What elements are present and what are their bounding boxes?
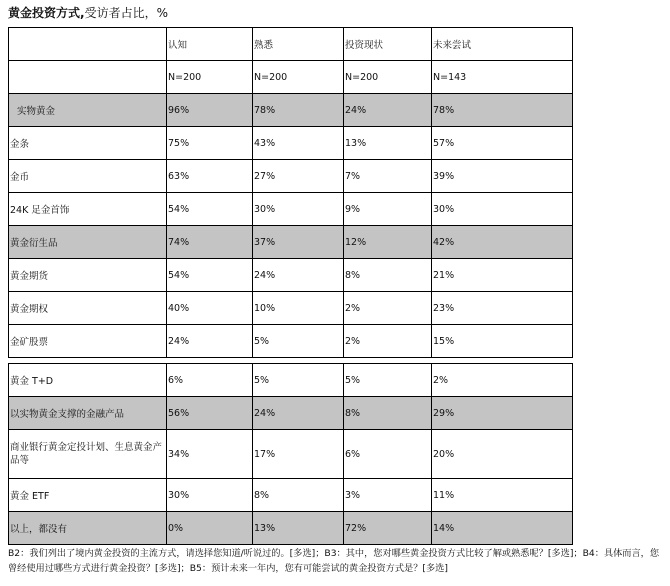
value-cell: 3%: [344, 479, 432, 512]
row-label: 黄金 ETF: [9, 479, 167, 512]
table-row-physical-gold: [9, 94, 573, 127]
table-row: [9, 292, 573, 325]
sample-empty-cell: [9, 61, 167, 94]
table-row: [9, 127, 573, 160]
value-cell: 40%: [167, 292, 253, 325]
col-header-future-trial: 未来尝试: [432, 28, 573, 61]
value-cell: 78%: [432, 94, 573, 127]
sample-size-cell: N=200: [167, 61, 253, 94]
sample-size-cell: N=200: [253, 61, 344, 94]
value-cell: 15%: [432, 325, 573, 358]
value-cell: 74%: [167, 226, 253, 259]
table-row: [9, 430, 573, 479]
value-cell: 63%: [167, 160, 253, 193]
value-cell: 0%: [167, 512, 253, 545]
value-cell: 6%: [167, 364, 253, 397]
value-cell: 57%: [432, 127, 573, 160]
table-row: [9, 160, 573, 193]
row-label: 商业银行黄金定投计划、生息黄金产品等: [9, 430, 167, 479]
table-row: [9, 479, 573, 512]
value-cell: 2%: [344, 325, 432, 358]
value-cell: 14%: [432, 512, 573, 545]
table-row-gold-derivatives: [9, 226, 573, 259]
value-cell: 2%: [344, 292, 432, 325]
row-label: 24K 足金首饰: [9, 193, 167, 226]
table-row: [9, 364, 573, 397]
header-row: [9, 28, 573, 61]
row-label: 黄金衍生品: [9, 226, 167, 259]
value-cell: 8%: [344, 397, 432, 430]
value-cell: 96%: [167, 94, 253, 127]
table-row: [9, 193, 573, 226]
row-label: 实物黄金: [9, 94, 167, 127]
value-cell: 27%: [253, 160, 344, 193]
col-header-familiarity: 熟悉: [253, 28, 344, 61]
row-label: 金矿股票: [9, 325, 167, 358]
value-cell: 20%: [432, 430, 573, 479]
value-cell: 7%: [344, 160, 432, 193]
row-label: 黄金期权: [9, 292, 167, 325]
row-label: 以实物黄金支撑的金融产品: [9, 397, 167, 430]
sample-size-cell: N=200: [344, 61, 432, 94]
page-title: [8, 4, 168, 22]
value-cell: 8%: [344, 259, 432, 292]
header-empty-cell: [9, 28, 167, 61]
value-cell: 54%: [167, 259, 253, 292]
value-cell: 56%: [167, 397, 253, 430]
table-row-physical-backed-products: [9, 397, 573, 430]
value-cell: 30%: [432, 193, 573, 226]
footnote-text: B2：我们列出了境内黄金投资的主流方式，请选择您知道/听说过的。[多选]；B3：其中，您对哪些黄金投资方式比较了解或熟悉呢？[多选]；B4：具体而言，您曾经使用过哪些方式进行黄金投资？[多选]；B5：预计未来一年内，您有可能尝试的黄金投资方式是？[多选]: [8, 548, 660, 574]
title-rest: 受访者占比，%: [84, 6, 168, 20]
table-row: [9, 325, 573, 358]
value-cell: 24%: [344, 94, 432, 127]
value-cell: 21%: [432, 259, 573, 292]
value-cell: 42%: [432, 226, 573, 259]
table-row-none-of-above: [9, 512, 573, 545]
value-cell: 24%: [253, 259, 344, 292]
value-cell: 24%: [167, 325, 253, 358]
footnote: [8, 546, 663, 576]
value-cell: 5%: [344, 364, 432, 397]
value-cell: 6%: [344, 430, 432, 479]
value-cell: 5%: [253, 325, 344, 358]
gold-investment-table: [8, 27, 573, 545]
value-cell: 37%: [253, 226, 344, 259]
row-label: 以上，都没有: [9, 512, 167, 545]
value-cell: 17%: [253, 430, 344, 479]
value-cell: 30%: [253, 193, 344, 226]
value-cell: 11%: [432, 479, 573, 512]
value-cell: 10%: [253, 292, 344, 325]
value-cell: 12%: [344, 226, 432, 259]
sample-size-cell: N=143: [432, 61, 573, 94]
col-header-current-investment: 投资现状: [344, 28, 432, 61]
value-cell: 72%: [344, 512, 432, 545]
col-header-awareness: 认知: [167, 28, 253, 61]
value-cell: 2%: [432, 364, 573, 397]
table-row: [9, 259, 573, 292]
value-cell: 23%: [432, 292, 573, 325]
value-cell: 24%: [253, 397, 344, 430]
value-cell: 13%: [253, 512, 344, 545]
title-bold: 黄金投资方式,: [8, 6, 85, 20]
value-cell: 34%: [167, 430, 253, 479]
value-cell: 39%: [432, 160, 573, 193]
value-cell: 9%: [344, 193, 432, 226]
sample-size-row: [9, 61, 573, 94]
value-cell: 8%: [253, 479, 344, 512]
row-label: 金条: [9, 127, 167, 160]
value-cell: 54%: [167, 193, 253, 226]
value-cell: 78%: [253, 94, 344, 127]
value-cell: 13%: [344, 127, 432, 160]
value-cell: 43%: [253, 127, 344, 160]
row-label: 黄金 T+D: [9, 364, 167, 397]
value-cell: 30%: [167, 479, 253, 512]
value-cell: 29%: [432, 397, 573, 430]
row-label: 金币: [9, 160, 167, 193]
row-label: 黄金期货: [9, 259, 167, 292]
value-cell: 75%: [167, 127, 253, 160]
value-cell: 5%: [253, 364, 344, 397]
